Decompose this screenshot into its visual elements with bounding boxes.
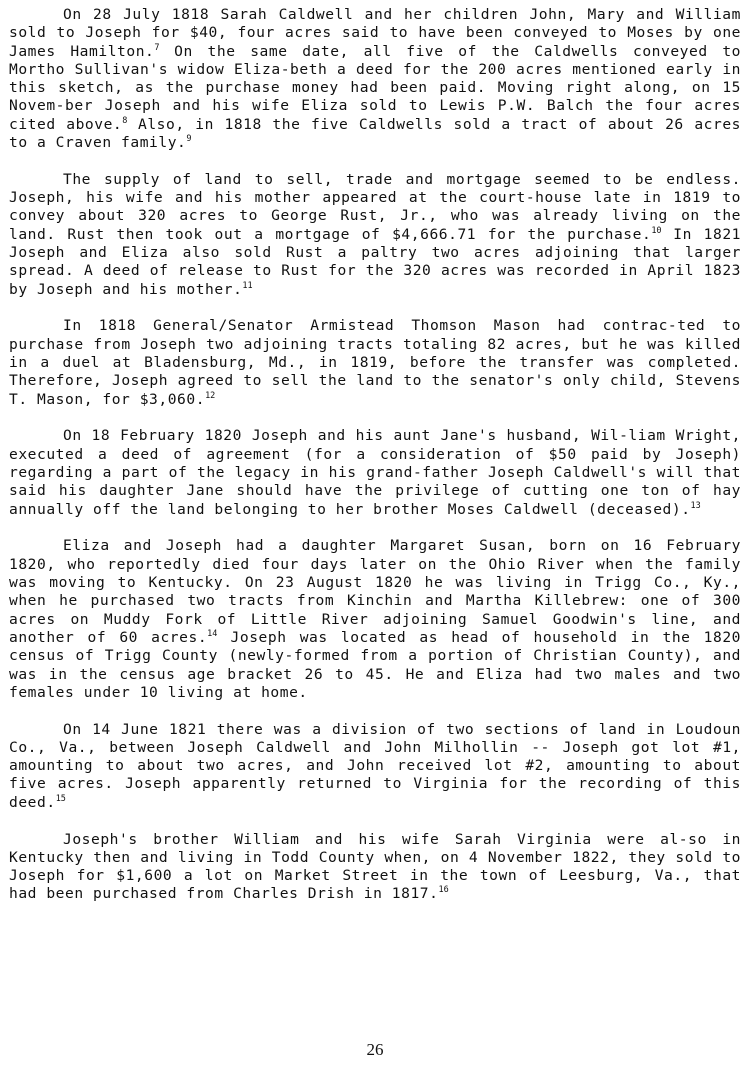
- paragraph-text: Joseph's brother William and his wife Sarah Virginia were al-so in Kentucky then and living in Todd County when, on 4 November 1822, they sold to Joseph for $1,600 a lot on Market Street in the town of Leesburg, Va., that had been purchased from Charles Drish in 1817.: [9, 830, 741, 903]
- paragraph-7: [9, 831, 741, 904]
- footnote-marker: 15: [55, 793, 66, 804]
- paragraph-text: On 18 February 1820 Joseph and his aunt Jane's husband, Wil-liam Wright, executed a deed of agreement (for a consideration of $50 paid by Joseph) regarding a part of the legacy in his grand-father Joseph Caldwell's will that said his daughter Jane should have the privilege of cutting one ton of hay annually off the land belonging to her brother Moses Caldwell (deceased).: [9, 427, 741, 518]
- page-number: 26: [366, 1040, 384, 1059]
- footnote-marker: 7: [154, 42, 160, 53]
- paragraph-text: On 14 June 1821 there was a division of two sections of land in Loudoun Co., Va., between Joseph Caldwell and John Milhollin -- Joseph got lot #1, amounting to about two acres, and John received lot #2, amounting to about five acres. Joseph apparently returned to Virginia for the recording of this deed.: [9, 720, 741, 811]
- footnote-marker: 9: [186, 134, 192, 145]
- footnote-marker: 11: [242, 280, 253, 291]
- paragraph-text: The supply of land to sell, trade and mortgage seemed to be endless. Joseph, his wife and his mother appeared at the court-house late in 1819 to convey about 320 acres to George Rust, Jr., who was already living on the land. Rust then took out a mortgage of $4,666.71 for the purchase.: [9, 170, 741, 243]
- footnote-marker: 14: [207, 628, 218, 639]
- paragraph-text: Eliza and Joseph had a daughter Margaret Susan, born on 16 February 1820, who reportedly died four days later on the Ohio River when the family was moving to Kentucky. On 23 August 1820 he was living in Trigg Co., Ky., when he purchased two tracts from Kinchin and Martha Killebrew: one of 300 acres on Muddy Fork of Little River adjoining Samuel Goodwin's line, and another of 60 acres.: [9, 537, 741, 646]
- paragraph-6: [9, 721, 741, 812]
- paragraph-text: Joseph was located as head of household in the 1820 census of Trigg County (newly-formed from a portion of Christian County), and was in the census age bracket 26 to 45. He and Eliza had two males and two females under 10 living at home.: [9, 628, 741, 701]
- document-page: [9, 6, 741, 922]
- footnote-marker: 8: [122, 115, 128, 126]
- paragraph-5: [9, 537, 741, 702]
- paragraph-3: [9, 317, 741, 408]
- footnote-marker: 16: [438, 885, 449, 896]
- footnote-marker: 12: [205, 390, 216, 401]
- footnote-marker: 10: [651, 225, 662, 236]
- paragraph-2: [9, 171, 741, 299]
- paragraph-1: [9, 6, 741, 152]
- paragraph-text: In 1818 General/Senator Armistead Thomson Mason had contrac-ted to purchase from Joseph two adjoining tracts totaling 82 acres, but he was killed in a duel at Bladensburg, Md., in 1819, before the transfer was completed. Therefore, Joseph agreed to sell the land to the senator's only child, Stevens T. Mason, for $3,060.: [9, 317, 741, 408]
- paragraph-text: Also, in 1818 the five Caldwells sold a tract of about 26 acres to a Craven family.: [9, 115, 741, 152]
- paragraph-text: On 28 July 1818 Sarah Caldwell and her children John, Mary and William sold to Joseph for $40, four acres said to have been conveyed to Moses by one James Hamilton.: [9, 6, 741, 60]
- paragraph-4: [9, 427, 741, 518]
- paragraph-text: On the same date, all five of the Caldwells conveyed to Mortho Sullivan's widow Eliza-beth a deed for the 200 acres mentioned early in this sketch, as the purchase money had been paid. Moving right along, on 15 Novem-ber Joseph and his wife Eliza sold to Lewis P.W. Balch the four acres cited above.: [9, 42, 742, 133]
- paragraph-text: In 1821 Joseph and Eliza also sold Rust a paltry two acres adjoining that larger spread. A deed of release to Rust for the 320 acres was recorded in April 1823 by Joseph and his mother.: [9, 225, 741, 298]
- footnote-marker: 13: [690, 500, 701, 511]
